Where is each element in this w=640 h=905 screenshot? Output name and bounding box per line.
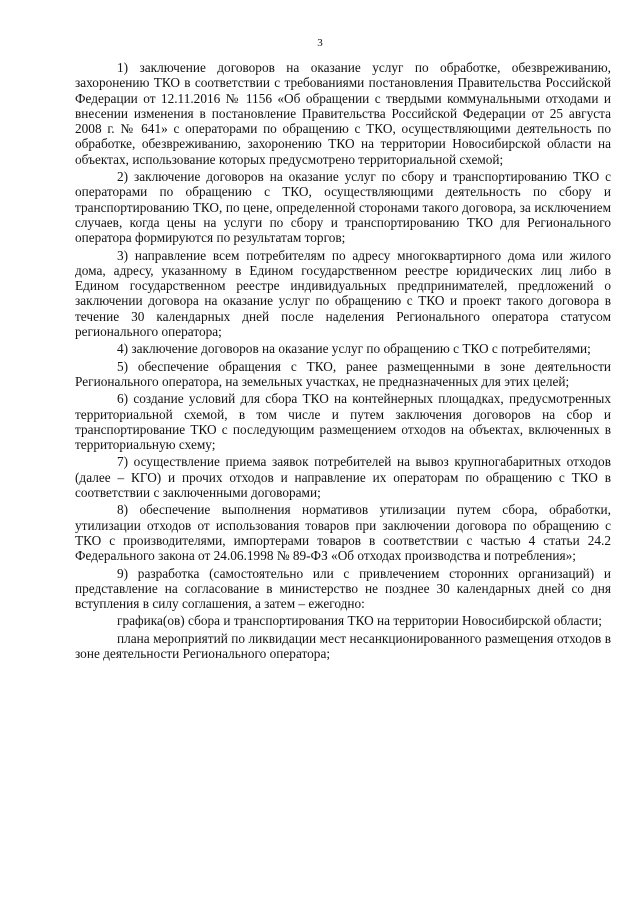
paragraph-item-2: 2) заключение договоров на оказание услуг по сбору и транспортированию ТКО с операторами по обращению с ТКО, осуществляющими деятельность по сбору и транспортированию ТКО, по цене, определенной сторонами такого договора, за исключением случаев, когда цены на услуги по сбору и транспортированию ТКО для Регионального оператора формируются по результатам торгов; xyxy=(75,169,611,246)
paragraph-item-1: 1) заключение договоров на оказание услуг по обработке, обезвреживанию, захоронению ТКО в соответствии с требованиями постановления Правительства Российской Федерации от 12.11.2016 № 1156 «Об обращении с твердыми коммунальными отходами и внесении изменения в постановление Правительства Российской Федерации от 25 августа 2008 г. № 641» с операторами по обращению с ТКО, осуществляющими деятельность по обработке, обезвреживанию, захоронению ТКО на территории Новосибирской области на объектах, использование которых предусмотрено территориальной схемой; xyxy=(75,60,611,167)
paragraph-item-3: 3) направление всем потребителям по адресу многоквартирного дома или жилого дома, адресу, указанному в Едином государственном реестре юридических лиц либо в Едином государственном реестре индивидуальных предпринимателей, предложений о заключении договора на оказание услуг по обращению с ТКО и проект такого договора в течение 30 календарных дней после наделения Регионального оператора статусом регионального оператора; xyxy=(75,247,611,340)
paragraph-schedule: графика(ов) сбора и транспортирования ТКО на территории Новосибирской области; xyxy=(117,613,602,629)
page-number: 3 xyxy=(317,37,323,49)
paragraph-item-9: 9) разработка (самостоятельно или с привлечением сторонних организаций) и представление на согласование в министерство не позднее 30 календарных дней со дня вступления в силу соглашения, а затем – ежегодно: xyxy=(75,565,611,612)
paragraph-item-8: 8) обеспечение выполнения нормативов утилизации путем сбора, обработки, утилизации отходов от использования товаров при заключении договора по обращению с ТКО с производителями, импортерами товаров в соответствии с частью 4 статьи 24.2 Федерального закона от 24.06.1998 № 89-ФЗ «Об отходах производства и потребления»; xyxy=(75,502,611,564)
paragraph-action-plan: плана мероприятий по ликвидации мест несанкционированного размещения отходов в зоне деятельности Регионального оператора; xyxy=(75,630,611,661)
paragraph-item-4: 4) заключение договоров на оказание услуг по обращению с ТКО с потребителями; xyxy=(117,341,591,357)
paragraph-item-6: 6) создание условий для сбора ТКО на контейнерных площадках, предусмотренных территориальной схемой, в том числе и путем заключения договоров на сбор и транспортирование ТКО с последующим размещением отходов на объектах, включенных в территориальную схему; xyxy=(75,391,611,453)
document-body xyxy=(75,60,611,661)
paragraph-item-7: 7) осуществление приема заявок потребителей на вывоз крупногабаритных отходов (далее – КГО) и прочих отходов и направление их операторам по обращению с ТКО в соответствии с заключенными договорами; xyxy=(75,454,611,501)
paragraph-item-5: 5) обеспечение обращения с ТКО, ранее размещенными в зоне деятельности Регионального оператора, на земельных участках, не предназначенных для этих целей; xyxy=(75,358,611,389)
